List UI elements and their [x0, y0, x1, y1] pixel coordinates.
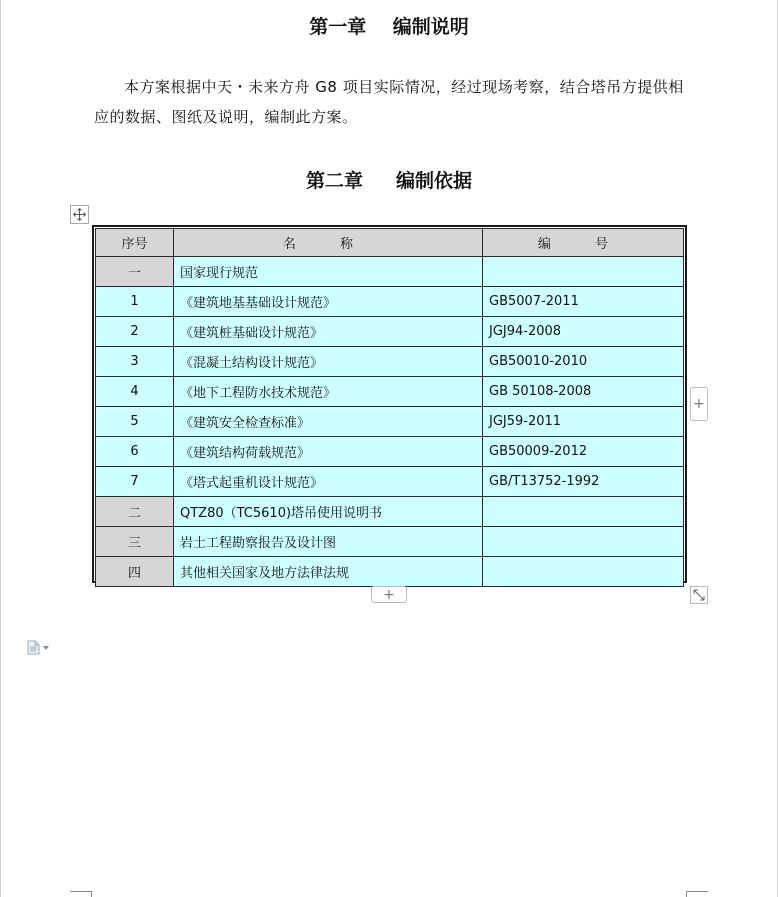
row-name-cell[interactable]: 《建筑桩基础设计规范》: [174, 317, 483, 347]
move-icon: [73, 208, 86, 221]
row-seq-cell[interactable]: 四: [96, 557, 174, 587]
plus-icon: +: [693, 396, 705, 412]
table-row: [96, 557, 684, 587]
row-seq-cell[interactable]: 1: [96, 287, 174, 317]
paste-options-button[interactable]: [27, 640, 49, 655]
row-seq-cell[interactable]: 二: [96, 497, 174, 527]
page-left-edge: [0, 0, 1, 897]
row-code-cell[interactable]: GB/T13752-1992: [483, 467, 684, 497]
row-seq-cell[interactable]: 三: [96, 527, 174, 557]
row-name-cell[interactable]: 岩土工程勘察报告及设计图: [174, 527, 483, 557]
row-code-cell[interactable]: JGJ59-2011: [483, 407, 684, 437]
basis-table: [92, 225, 687, 583]
add-column-button[interactable]: [690, 387, 708, 421]
row-seq-cell[interactable]: 4: [96, 377, 174, 407]
table-row: [96, 437, 684, 467]
table-row: [96, 527, 684, 557]
row-seq-cell[interactable]: 5: [96, 407, 174, 437]
chapter1-title: 第一章 编制说明: [309, 16, 469, 38]
table-row: [96, 377, 684, 407]
row-code-cell[interactable]: GB50009-2012: [483, 437, 684, 467]
row-code-cell[interactable]: [483, 557, 684, 587]
row-code-cell[interactable]: GB 50108-2008: [483, 377, 684, 407]
table-move-handle[interactable]: [70, 205, 89, 224]
chapter2-title: 第二章 编制依据: [305, 170, 473, 192]
chapter1-paragraph[interactable]: [94, 72, 694, 132]
table-row: [96, 287, 684, 317]
row-seq-cell[interactable]: 3: [96, 347, 174, 377]
add-row-button[interactable]: [371, 586, 407, 603]
row-name-cell[interactable]: 《建筑结构荷载规范》: [174, 437, 483, 467]
table-row: [96, 407, 684, 437]
row-name-cell[interactable]: 国家现行规范: [174, 257, 483, 287]
table-row: [96, 257, 684, 287]
table-resize-handle[interactable]: [690, 586, 708, 604]
row-name-cell[interactable]: 《地下工程防水技术规范》: [174, 377, 483, 407]
chapter1-paragraph-line1: 本方案根据中天・未来方舟 G8 项目实际情况，经过现场考察，结合塔吊方提供相: [124, 78, 684, 96]
row-code-cell[interactable]: GB5007-2011: [483, 287, 684, 317]
row-name-cell[interactable]: 《混凝土结构设计规范》: [174, 347, 483, 377]
table-row: [96, 497, 684, 527]
row-code-cell[interactable]: [483, 257, 684, 287]
row-seq-cell[interactable]: 2: [96, 317, 174, 347]
plus-icon: +: [383, 586, 395, 603]
page-corner-mark-left: [70, 891, 92, 897]
table-row: [96, 317, 684, 347]
table-row: [96, 347, 684, 377]
header-code[interactable]: 编 号: [483, 229, 684, 257]
row-name-cell[interactable]: 《建筑地基基础设计规范》: [174, 287, 483, 317]
row-code-cell[interactable]: [483, 527, 684, 557]
row-code-cell[interactable]: GB50010-2010: [483, 347, 684, 377]
row-name-cell[interactable]: 其他相关国家及地方法律法规: [174, 557, 483, 587]
chapter1-paragraph-line2: 应的数据、图纸及说明，编制此方案。: [94, 108, 358, 126]
row-code-cell[interactable]: [483, 497, 684, 527]
paste-options-icon: [27, 640, 40, 655]
table-row: [96, 467, 684, 497]
chevron-down-icon: [43, 646, 49, 650]
page-corner-mark-right: [686, 891, 708, 897]
row-seq-cell[interactable]: 一: [96, 257, 174, 287]
row-name-cell[interactable]: 《建筑安全检查标准》: [174, 407, 483, 437]
row-seq-cell[interactable]: 6: [96, 437, 174, 467]
resize-icon: [693, 589, 705, 601]
row-code-cell[interactable]: JGJ94-2008: [483, 317, 684, 347]
row-seq-cell[interactable]: 7: [96, 467, 174, 497]
table-header-row: [96, 229, 684, 257]
row-name-cell[interactable]: QTZ80（TC5610)塔吊使用说明书: [174, 497, 483, 527]
header-seq[interactable]: 序号: [96, 229, 174, 257]
header-name[interactable]: 名 称: [174, 229, 483, 257]
row-name-cell[interactable]: 《塔式起重机设计规范》: [174, 467, 483, 497]
